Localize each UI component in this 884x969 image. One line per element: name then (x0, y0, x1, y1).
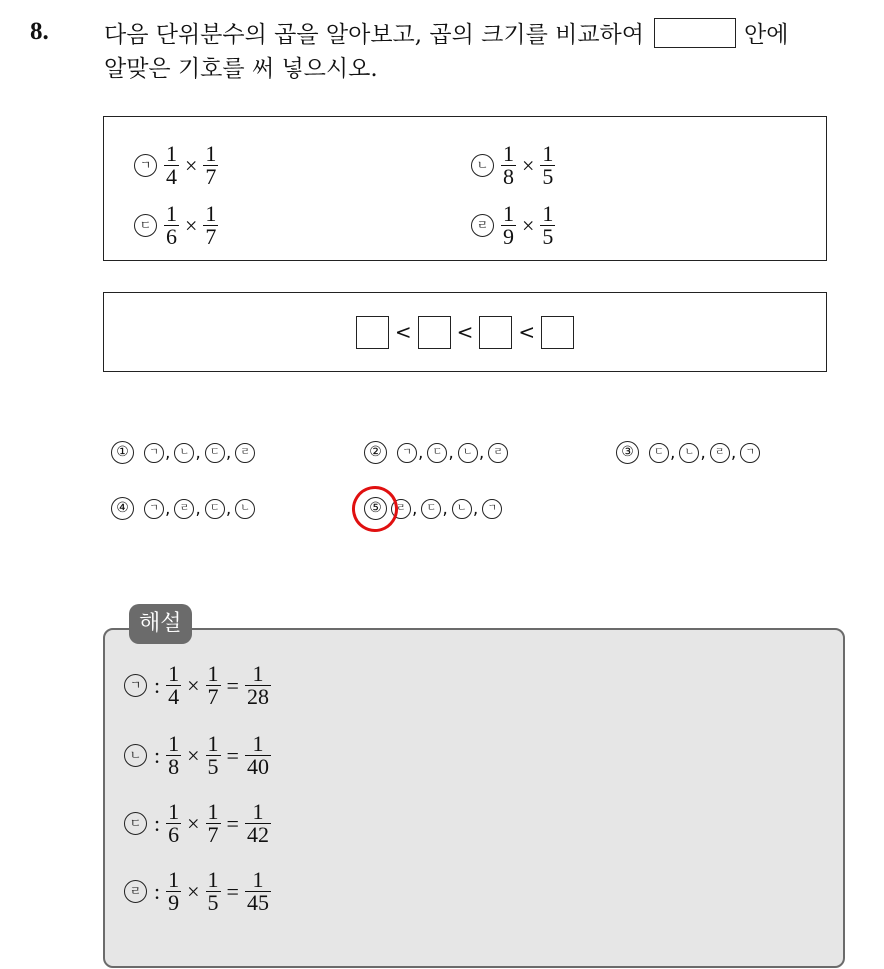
given-item-1 (134, 143, 221, 188)
selected-option-wrapper (364, 497, 391, 520)
result-fraction: $\frac{1}{40}$ (246, 731, 269, 779)
answer-blank[interactable] (654, 18, 736, 48)
option-5[interactable]: ⑤ ㄹ , ㄷ , ㄴ , ㄱ (364, 497, 502, 520)
symbol-digeut-icon: ㄷ (124, 812, 147, 835)
fraction: $\frac{1}{5}$ (542, 201, 554, 249)
symbol-giyeok-icon: ㄱ (134, 154, 157, 177)
symbol-giyeok-icon: ㄱ (124, 674, 147, 697)
given-item-2 (471, 143, 558, 188)
result-fraction: $\frac{1}{28}$ (246, 661, 269, 709)
solution-line-2: ㄴ : $\frac{1}{8}$ × $\frac{1}{5}$ = $\frac{1}{40}$ (124, 733, 274, 778)
option-number: ① (111, 441, 134, 464)
less-than-sign: < (518, 320, 536, 344)
given-item-4 (471, 203, 558, 248)
fraction: $\frac{1}{8}$ (503, 141, 514, 189)
solution-line-3: ㄷ : $\frac{1}{6}$ × $\frac{1}{7}$ = $\frac{1}{42}$ (124, 801, 274, 846)
fraction: $\frac{1}{6}$ (166, 201, 177, 249)
times-sign: × (185, 152, 198, 178)
option-4[interactable]: ④ ㄱ , ㄹ , ㄷ , ㄴ (111, 497, 255, 520)
less-than-sign: < (394, 320, 412, 344)
times-sign: × (185, 212, 198, 238)
answer-square-2[interactable] (418, 316, 451, 349)
answer-square-1[interactable] (356, 316, 389, 349)
question-text-part1: 다음 단위분수의 곱을 알아보고, 곱의 크기를 비교하여 (104, 22, 644, 48)
fraction: $\frac{1}{9}$ (503, 201, 514, 249)
option-number: ③ (616, 441, 639, 464)
given-item-3 (134, 203, 221, 248)
fraction: $\frac{1}{7}$ (205, 201, 217, 249)
question-text (104, 18, 864, 86)
fraction: $\frac{1}{4}$ (166, 141, 177, 189)
option-number: ② (364, 441, 387, 464)
option-number: ⑤ (364, 497, 387, 520)
solution-line-1: ㄱ : $\frac{1}{4}$ × $\frac{1}{7}$ = $\frac{1}{28}$ (124, 663, 274, 708)
option-2[interactable]: ② ㄱ , ㄷ , ㄴ , ㄹ (364, 441, 508, 464)
question-number: 8. (30, 18, 49, 45)
result-fraction: $\frac{1}{42}$ (246, 799, 269, 847)
symbol-rieul-icon: ㄹ (471, 214, 494, 237)
solution-line-4: ㄹ : $\frac{1}{9}$ × $\frac{1}{5}$ = $\frac{1}{45}$ (124, 869, 274, 914)
option-3[interactable]: ③ ㄷ , ㄴ , ㄹ , ㄱ (616, 441, 760, 464)
question-text-part2: 안에 (743, 22, 789, 48)
times-sign: × (522, 212, 535, 238)
symbol-nieun-icon: ㄴ (124, 744, 147, 767)
option-1[interactable]: ① ㄱ , ㄴ , ㄷ , ㄹ (111, 441, 255, 464)
answer-square-3[interactable] (479, 316, 512, 349)
symbol-rieul-icon: ㄹ (124, 880, 147, 903)
times-sign: × (522, 152, 535, 178)
fraction: $\frac{1}{5}$ (542, 141, 554, 189)
symbol-nieun-icon: ㄴ (471, 154, 494, 177)
solution-label: 해설 (129, 604, 192, 644)
symbol-digeut-icon: ㄷ (134, 214, 157, 237)
less-than-sign: < (456, 320, 474, 344)
red-circle-mark-icon (348, 482, 403, 537)
comparison-box (103, 292, 827, 372)
fraction: $\frac{1}{7}$ (205, 141, 217, 189)
result-fraction: $\frac{1}{45}$ (246, 867, 269, 915)
question-text-line2: 알맞은 기호를 써 넣으시오. (104, 56, 378, 82)
answer-square-4[interactable] (541, 316, 574, 349)
option-number: ④ (111, 497, 134, 520)
